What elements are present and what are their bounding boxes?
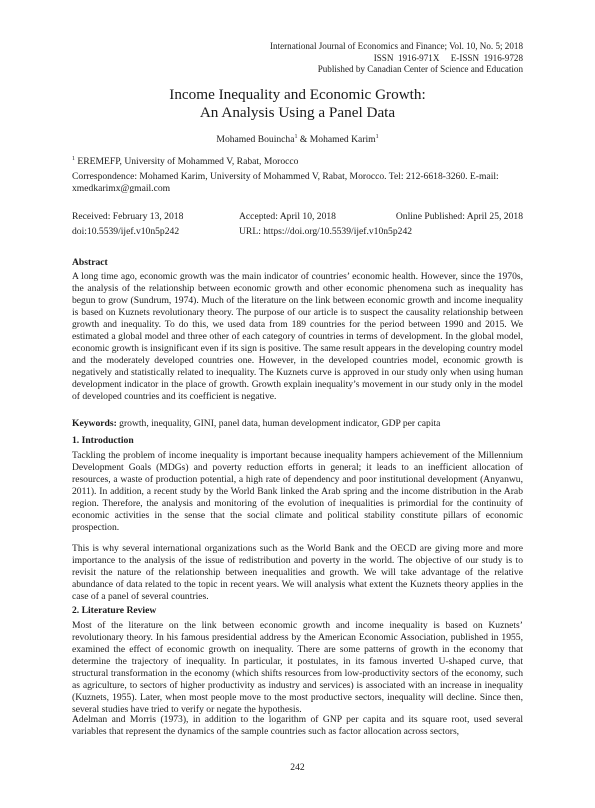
keywords xyxy=(72,418,523,430)
affiliation-mark: 1 xyxy=(72,156,75,162)
keywords-list: growth, inequality, GINI, panel data, human development indicator, GDP per capita xyxy=(116,418,441,429)
article-url[interactable]: URL: https://doi.org/10.5539/ijef.v10n5p242 xyxy=(239,226,413,237)
journal-publisher: Published by Canadian Center of Science and Education xyxy=(317,64,523,75)
author-separator: & xyxy=(297,134,310,146)
literature-review-paragraph-2: Adelman and Morris (1973), in addition to the logarithm of GNP per capita and its square root, used several variables that represent the dynamics of the sample countries such as factor allocation across sectors, xyxy=(72,714,523,737)
introduction-heading: 1. Introduction xyxy=(72,435,134,446)
journal-header xyxy=(270,41,523,76)
published-date: Online Published: April 25, 2018 xyxy=(395,211,523,222)
affiliation xyxy=(72,153,523,168)
abstract-body: A long time ago, economic growth was the main indicator of countries’ economic health. However, since the 1970s, the analysis of the relationship between economic growth and other economic phenomena such as inequality has begun to grow (Sundrum, 1974). Much of the literature on the link between economic growth and income inequality is based on Kuznets revolutionary theory. The purpose of our article is to suspect the causality relationship between growth and inequality. To do this, we used data from 189 countries for the period between 1990 and 2015. We estimated a global model and three other of each category of countries in terms of development. In the global model, economic growth is insignificant even if its sign is positive. The same result appears in the developing country model and the moderately developed countries one. However, in the developed countries model, economic growth is negatively and statistically related to inequality. The Kuznets curve is approved in our study only when using human development indicator in the place of growth. Growth explain inequality’s movement in our study only in the model of developed countries and its coefficient is negative. xyxy=(72,271,523,402)
journal-issn: ISSN 1916-971X E-ISSN 1916-9728 xyxy=(373,52,523,63)
affiliation-text: EREMEFP, University of Mohammed V, Rabat, Morocco xyxy=(75,156,299,168)
author-name: Mohamed Bouincha xyxy=(216,134,295,146)
title-line-1: Income Inequality and Economic Growth: xyxy=(169,86,426,103)
title-line-2: An Analysis Using a Panel Data xyxy=(199,104,396,121)
author-affiliation-mark: 1 xyxy=(294,134,298,140)
page-number: 242 xyxy=(290,762,305,773)
article-title xyxy=(0,86,595,122)
correspondence: Correspondence: Mohamed Karim, University of Mohammed V, Rabat, Morocco. Tel: 212-6618-3260. E-mail: xmedkarimx@gmail.com xyxy=(72,171,499,194)
author-list xyxy=(0,131,595,146)
abstract-heading: Abstract xyxy=(72,257,108,268)
journal-citation: International Journal of Economics and Finance; Vol. 10, No. 5; 2018 xyxy=(270,41,523,51)
literature-review-paragraph-1: Most of the literature on the link between economic growth and income inequality is based on Kuznets’ revolutionary theory. In his famous presidential address by the American Economic Association, published in 1955, examined the effect of economic growth on inequality. There are some patterns of growth in the economy that determine the trajectory of inequality. In particular, it postulates, in its famous inverted U-shaped curve, that structural transformation in the economy (which shifts resources from low-productivity sectors of the economy, such as agriculture, to sectors of higher productivity as industry and services) is associated with an increase in inequality (Kuznets, 1955). Later, when most people move to the most productive sectors, inequality will decline. Since then, several studies have tried to verify or negate the hypothesis. xyxy=(72,620,523,715)
received-date: Received: February 13, 2018 xyxy=(72,211,184,222)
doi: doi:10.5539/ijef.v10n5p242 xyxy=(72,226,180,237)
author-name: Mohamed Karim xyxy=(309,134,376,146)
author-affiliation-mark: 1 xyxy=(375,134,379,140)
keywords-label: Keywords: xyxy=(72,418,117,429)
introduction-paragraph-2: This is why several international organizations such as the World Bank and the OECD are giving more and more importance to the analysis of the issue of redistribution and poverty in the world. The objective of our study is to revisit the nature of the relationship between inequalities and growth. We will take advantage of the relative abundance of data related to the topic in recent years. We will analysis what extent the Kuznets theory applies in the case of a panel of several countries. xyxy=(72,543,523,602)
introduction-paragraph-1: Tackling the problem of income inequality is important because inequality hampers achievement of the Millennium Development Goals (MDGs) and poverty reduction efforts in general; it leads to an inefficient allocation of resources, a waste of production potential, a high rate of dependency and poor institutional development (Anyanwu, 2011). In addition, a recent study by the World Bank linked the Arab spring and the income distribution in the Arab region. Therefore, the analysis and monitoring of the evolution of inequalities is primordial for the continuity of economic activities in the sense that the social climate and political stability constitute pillars of economic prospection. xyxy=(72,450,523,533)
literature-review-heading: 2. Literature Review xyxy=(72,605,157,616)
accepted-date: Accepted: April 10, 2018 xyxy=(239,211,336,222)
